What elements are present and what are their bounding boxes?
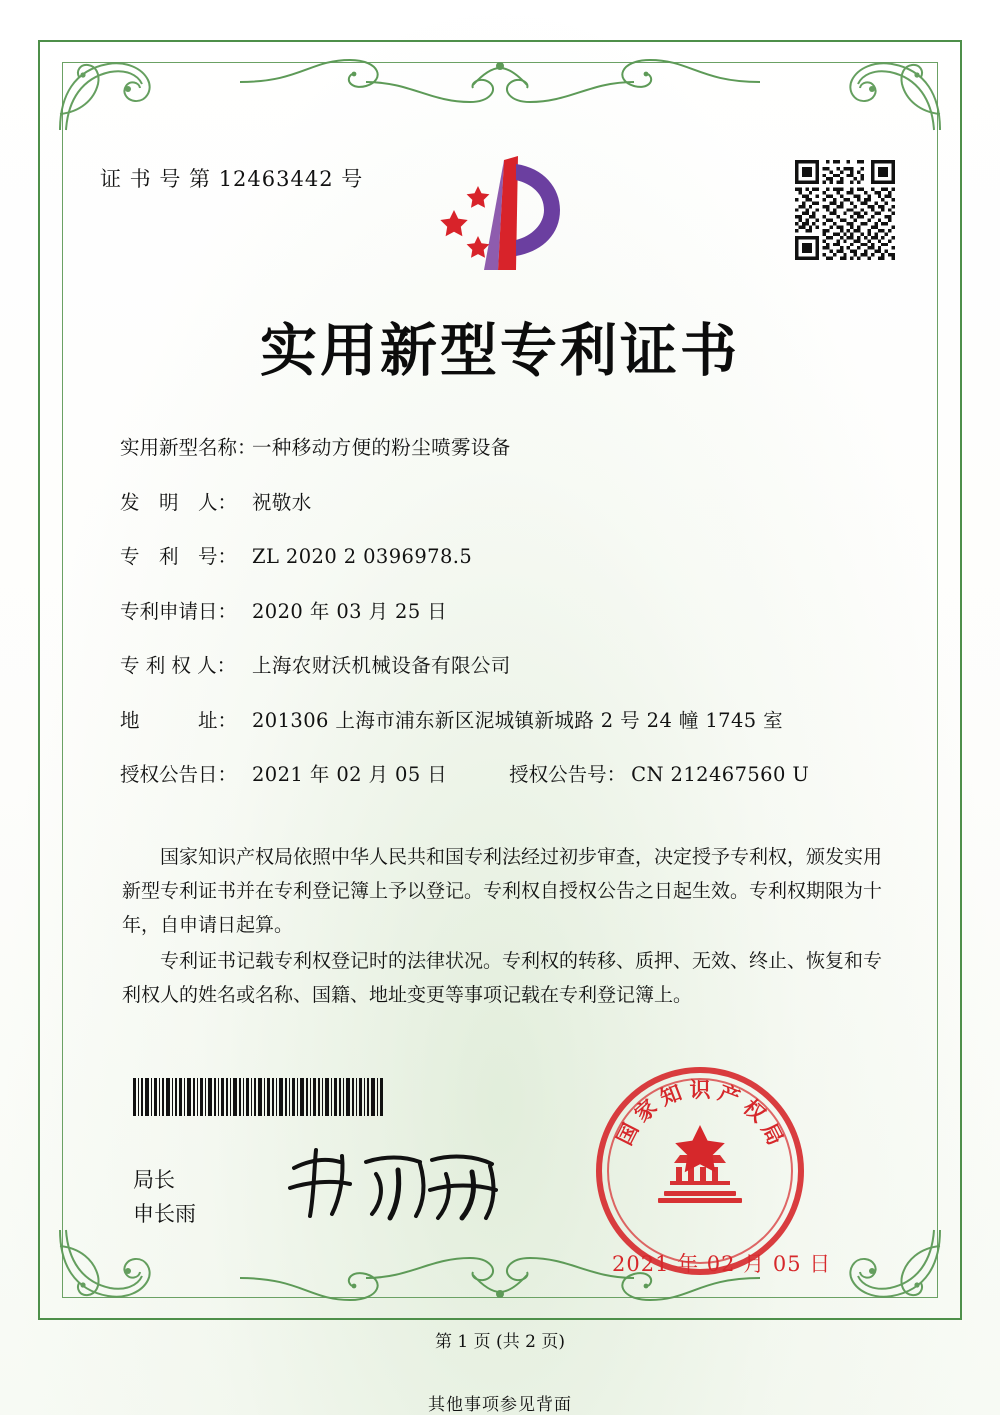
cnipa-logo-icon: [432, 152, 572, 282]
field-patent-number: [120, 541, 890, 569]
certificate-number: 证 书 号 第 12463442 号: [100, 167, 364, 191]
barcode-icon: [133, 1078, 386, 1116]
field-grant-announcement: [120, 759, 890, 787]
legal-text: [122, 840, 882, 1014]
field-patentee: [120, 650, 890, 678]
svg-text:知: 知: [656, 1079, 686, 1111]
field-label: 专 利 号：: [120, 545, 238, 568]
director-title: 局长: [133, 1168, 175, 1192]
certificate-fields: [120, 432, 890, 814]
field-inventor: [120, 487, 890, 515]
svg-text:识: 识: [689, 1077, 711, 1102]
field-label: 发 明 人：: [120, 490, 238, 514]
field-label: 实用新型名称：: [120, 436, 257, 459]
back-side-note: 其他事项参见背面: [428, 1395, 572, 1415]
field-label: 授权公告日：: [120, 763, 238, 786]
svg-text:局: 局: [756, 1118, 789, 1150]
top-ornament-icon: [240, 52, 760, 114]
field-value: ZL 2020 2 0396978.5: [252, 545, 473, 568]
field-value-secondary: CN 212467560 U: [631, 763, 810, 786]
paragraph-1: 国家知识产权局依照中华人民共和国专利法经过初步审查，决定授予专利权，颁发实用新型专利证书并在专利登记簿上予以登记。专利权自授权公告之日起生效。专利权期限为十年，自申请日起算。: [122, 846, 883, 936]
qr-code-icon: [795, 160, 895, 260]
svg-text:产: 产: [714, 1079, 744, 1111]
field-utility-model-name: [120, 432, 890, 460]
field-label: 专利申请日：: [120, 599, 238, 623]
corner-ornament-icon: [56, 1226, 176, 1304]
field-label: 地 址：: [120, 708, 238, 732]
signature-block: [133, 1163, 196, 1231]
official-seal-icon: [592, 1063, 808, 1279]
page-title: 实用新型专利证书: [260, 317, 740, 384]
field-address: [120, 705, 890, 733]
paragraph-2: 专利证书记载专利权登记时的法律状况。专利权的转移、质押、无效、终止、恢复和专利权人的姓名或名称、国籍、地址变更等事项记载在专利登记簿上。: [122, 950, 883, 1006]
field-value: 上海农财沃机械设备有限公司: [252, 654, 511, 677]
svg-text:国: 国: [611, 1118, 644, 1150]
corner-ornament-icon: [824, 56, 944, 134]
director-name: 申长雨: [133, 1202, 196, 1226]
seal-date: 2021 年 02 月 05 日: [612, 1252, 832, 1276]
svg-text:权: 权: [738, 1094, 771, 1127]
field-value: 一种移动方便的粉尘喷雾设备: [252, 436, 511, 459]
field-label: 专 利 权 人：: [120, 654, 237, 677]
svg-text:家: 家: [629, 1094, 662, 1127]
corner-ornament-icon: [824, 1226, 944, 1304]
handwritten-signature-icon: [280, 1140, 520, 1230]
field-application-date: [120, 596, 890, 624]
page-number: 第 1 页 (共 2 页): [435, 1332, 565, 1352]
corner-ornament-icon: [56, 56, 176, 134]
field-value: 祝敬水: [252, 490, 312, 514]
field-value: 201306 上海市浦东新区泥城镇新城路 2 号 24 幢 1745 室: [252, 708, 784, 732]
field-value: 2020 年 03 月 25 日: [252, 599, 448, 623]
field-value: 2021 年 02 月 05 日: [252, 763, 448, 786]
field-label-secondary: 授权公告号：: [509, 763, 627, 786]
